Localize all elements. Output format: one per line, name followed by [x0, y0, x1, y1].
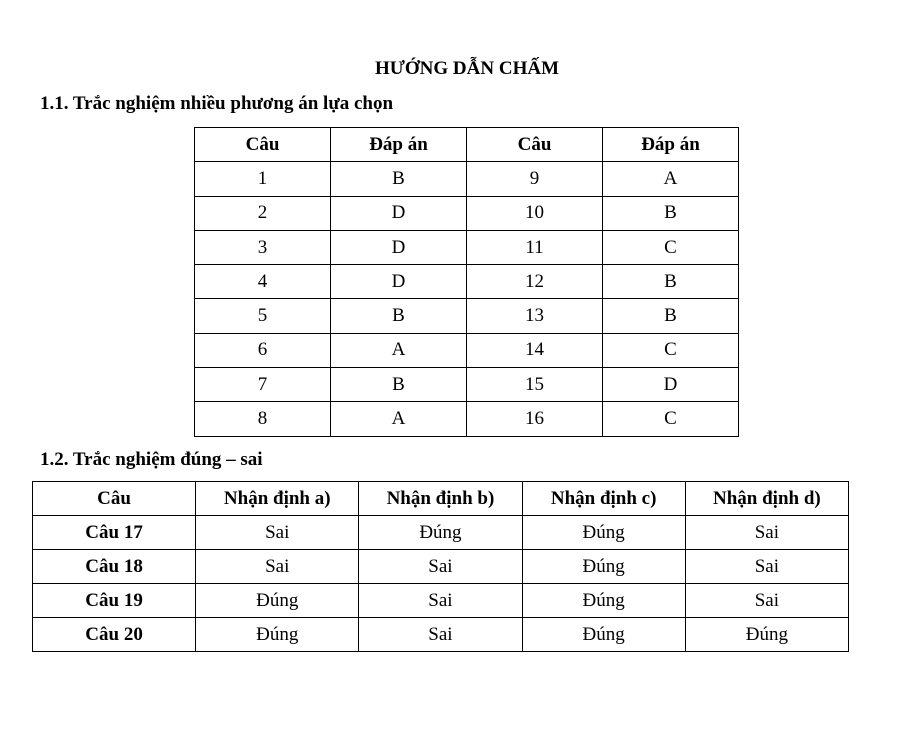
table-cell: 6: [195, 333, 331, 367]
table-cell: 12: [467, 265, 603, 299]
table-cell: 15: [467, 368, 603, 402]
table-row: [195, 196, 739, 230]
table-cell: Sai: [685, 584, 848, 618]
table-cell: Đúng: [196, 584, 359, 618]
table-cell: 7: [195, 368, 331, 402]
section-heading-multiple-choice: 1.1. Trắc nghiệm nhiều phương án lựa chọn: [40, 93, 394, 114]
table-cell: Sai: [685, 550, 848, 584]
table-cell: Sai: [196, 550, 359, 584]
table-row: [195, 402, 739, 436]
table-row: [33, 618, 849, 652]
table-cell: C: [603, 402, 739, 436]
table-cell: Đúng: [522, 618, 685, 652]
table-cell: D: [331, 230, 467, 264]
table-cell: A: [603, 162, 739, 196]
table-cell: B: [331, 368, 467, 402]
table-row: [195, 333, 739, 367]
table-cell: C: [603, 333, 739, 367]
table-cell: 14: [467, 333, 603, 367]
table-cell: D: [603, 368, 739, 402]
row-header: Câu 17: [33, 516, 196, 550]
table-cell: 2: [195, 196, 331, 230]
row-header: Câu 20: [33, 618, 196, 652]
table-cell: B: [603, 265, 739, 299]
table-row: [33, 516, 849, 550]
table-row: [195, 265, 739, 299]
true-false-answer-table: [32, 481, 849, 652]
table-cell: 13: [467, 299, 603, 333]
column-header: Câu: [33, 482, 196, 516]
table-cell: Đúng: [359, 516, 522, 550]
table-cell: B: [331, 162, 467, 196]
table-cell: C: [603, 230, 739, 264]
table-row: [195, 299, 739, 333]
column-header: Câu: [467, 128, 603, 162]
table-cell: 1: [195, 162, 331, 196]
section-heading-true-false: 1.2. Trắc nghiệm đúng – sai: [40, 449, 263, 470]
table-cell: Đúng: [685, 618, 848, 652]
table-cell: Đúng: [522, 550, 685, 584]
table-cell: D: [331, 196, 467, 230]
row-header: Câu 19: [33, 584, 196, 618]
table-cell: A: [331, 402, 467, 436]
table-cell: Đúng: [522, 584, 685, 618]
table-cell: Sai: [359, 618, 522, 652]
multiple-choice-answer-table: [194, 127, 739, 437]
column-header: Câu: [195, 128, 331, 162]
table-header-row: [33, 482, 849, 516]
row-header: Câu 18: [33, 550, 196, 584]
table-cell: Sai: [685, 516, 848, 550]
column-header: Đáp án: [603, 128, 739, 162]
table-cell: 16: [467, 402, 603, 436]
table-cell: A: [331, 333, 467, 367]
table-cell: Sai: [359, 550, 522, 584]
table-cell: Sai: [196, 516, 359, 550]
page-title: HƯỚNG DẪN CHẤM: [375, 58, 559, 79]
table-row: [195, 162, 739, 196]
table-header-row: [195, 128, 739, 162]
table-row: [33, 584, 849, 618]
table-cell: B: [603, 299, 739, 333]
table-row: [33, 550, 849, 584]
table-cell: 9: [467, 162, 603, 196]
column-header: Nhận định d): [685, 482, 848, 516]
table-cell: B: [603, 196, 739, 230]
table-cell: D: [331, 265, 467, 299]
table-row: [195, 230, 739, 264]
table-cell: 4: [195, 265, 331, 299]
table-cell: 3: [195, 230, 331, 264]
table-cell: 10: [467, 196, 603, 230]
table-cell: Đúng: [522, 516, 685, 550]
column-header: Đáp án: [331, 128, 467, 162]
table-cell: 5: [195, 299, 331, 333]
column-header: Nhận định b): [359, 482, 522, 516]
table-cell: 11: [467, 230, 603, 264]
table-cell: 8: [195, 402, 331, 436]
column-header: Nhận định c): [522, 482, 685, 516]
column-header: Nhận định a): [196, 482, 359, 516]
table-row: [195, 368, 739, 402]
table-cell: B: [331, 299, 467, 333]
table-cell: Đúng: [196, 618, 359, 652]
table-cell: Sai: [359, 584, 522, 618]
